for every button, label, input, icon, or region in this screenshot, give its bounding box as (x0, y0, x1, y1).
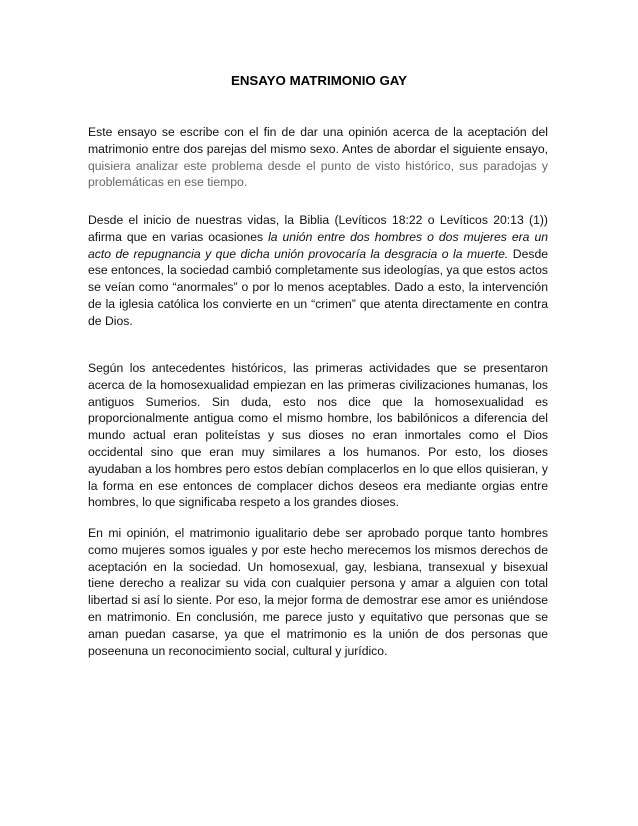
paragraph-history: Según los antecedentes históricos, las primeras actividades que se presentaron acerca de la homosexualidad empiezan en las primeras civilizaciones humanas, los antiguos Sumerios. Sin duda, esto nos dice que la homosexualidad es proporcionalmente antigua como el mismo hombre, los babilónicos a diferencia del mundo actual eran politeístas y sus dioses no eran inmortales como el Dios occidental sino que eran muy similares a los humanos. Por esto, los dioses ayudaban a los hombres pero estos debían complacerlos en lo que ellos quisieran, y la forma en ese entonces de complacer dichos deseos era mediante orgias entre hombres, lo que significaba respeto a los grandes dioses. (88, 361, 548, 510)
paragraph-intro (88, 124, 548, 191)
paragraph-bible-italic-quote: la unión entre dos hombres o dos mujeres era un acto de repugnancia y que dicha unión provocaría la desgracia o la muerte. (88, 229, 548, 261)
paragraph-bible-text-start: Desde el inicio de nuestras vidas, la Biblia (Levíticos 18:22 o Levíticos 20:13 (1)) afirma que en varias ocasiones (88, 213, 548, 244)
document-title: ENSAYO MATRIMONIO GAY (230, 73, 408, 88)
paragraph-bible (88, 212, 548, 330)
paragraph-intro-muted-text: quisiera analizar este problema desde el punto de visto histórico, sus paradojas y problemáticas en ese tiempo. (88, 158, 548, 190)
paragraph-opinion: En mi opinión, el matrimonio igualitario debe ser aprobado porque tanto hombres como mujeres somos iguales y por este hecho merecemos los mismos derechos de aceptación en la sociedad. Un homosexual, gay, lesbiana, transexual y bisexual tiene derecho a realizar su vida con cualquier persona y amar a alguien con total libertad si así lo siente. Por eso, la mejor forma de demostrar ese amor es uniéndose en matrimonio. En conclusión, me parece justo y equitativo que personas que se aman puedan casarse, ya que el matrimonio es la unión de dos personas que poseenuna un reconocimiento social, cultural y jurídico. (88, 526, 548, 658)
paragraph-bible-text-end: Desde ese entonces, la sociedad cambió completamente sus ideologías, ya que estos actos se veían como “anormales” o por lo menos aceptables. Dado a esto, la intervención de la iglesia católica los convierte en un “crimen” que atenta directamente en contra de Dios. (88, 246, 549, 328)
paragraph-intro-text: Este ensayo se escribe con el fin de dar una opinión acerca de la aceptación del matrimonio entre dos parejas del mismo sexo. Antes de abordar el siguiente ensayo, (88, 125, 548, 156)
